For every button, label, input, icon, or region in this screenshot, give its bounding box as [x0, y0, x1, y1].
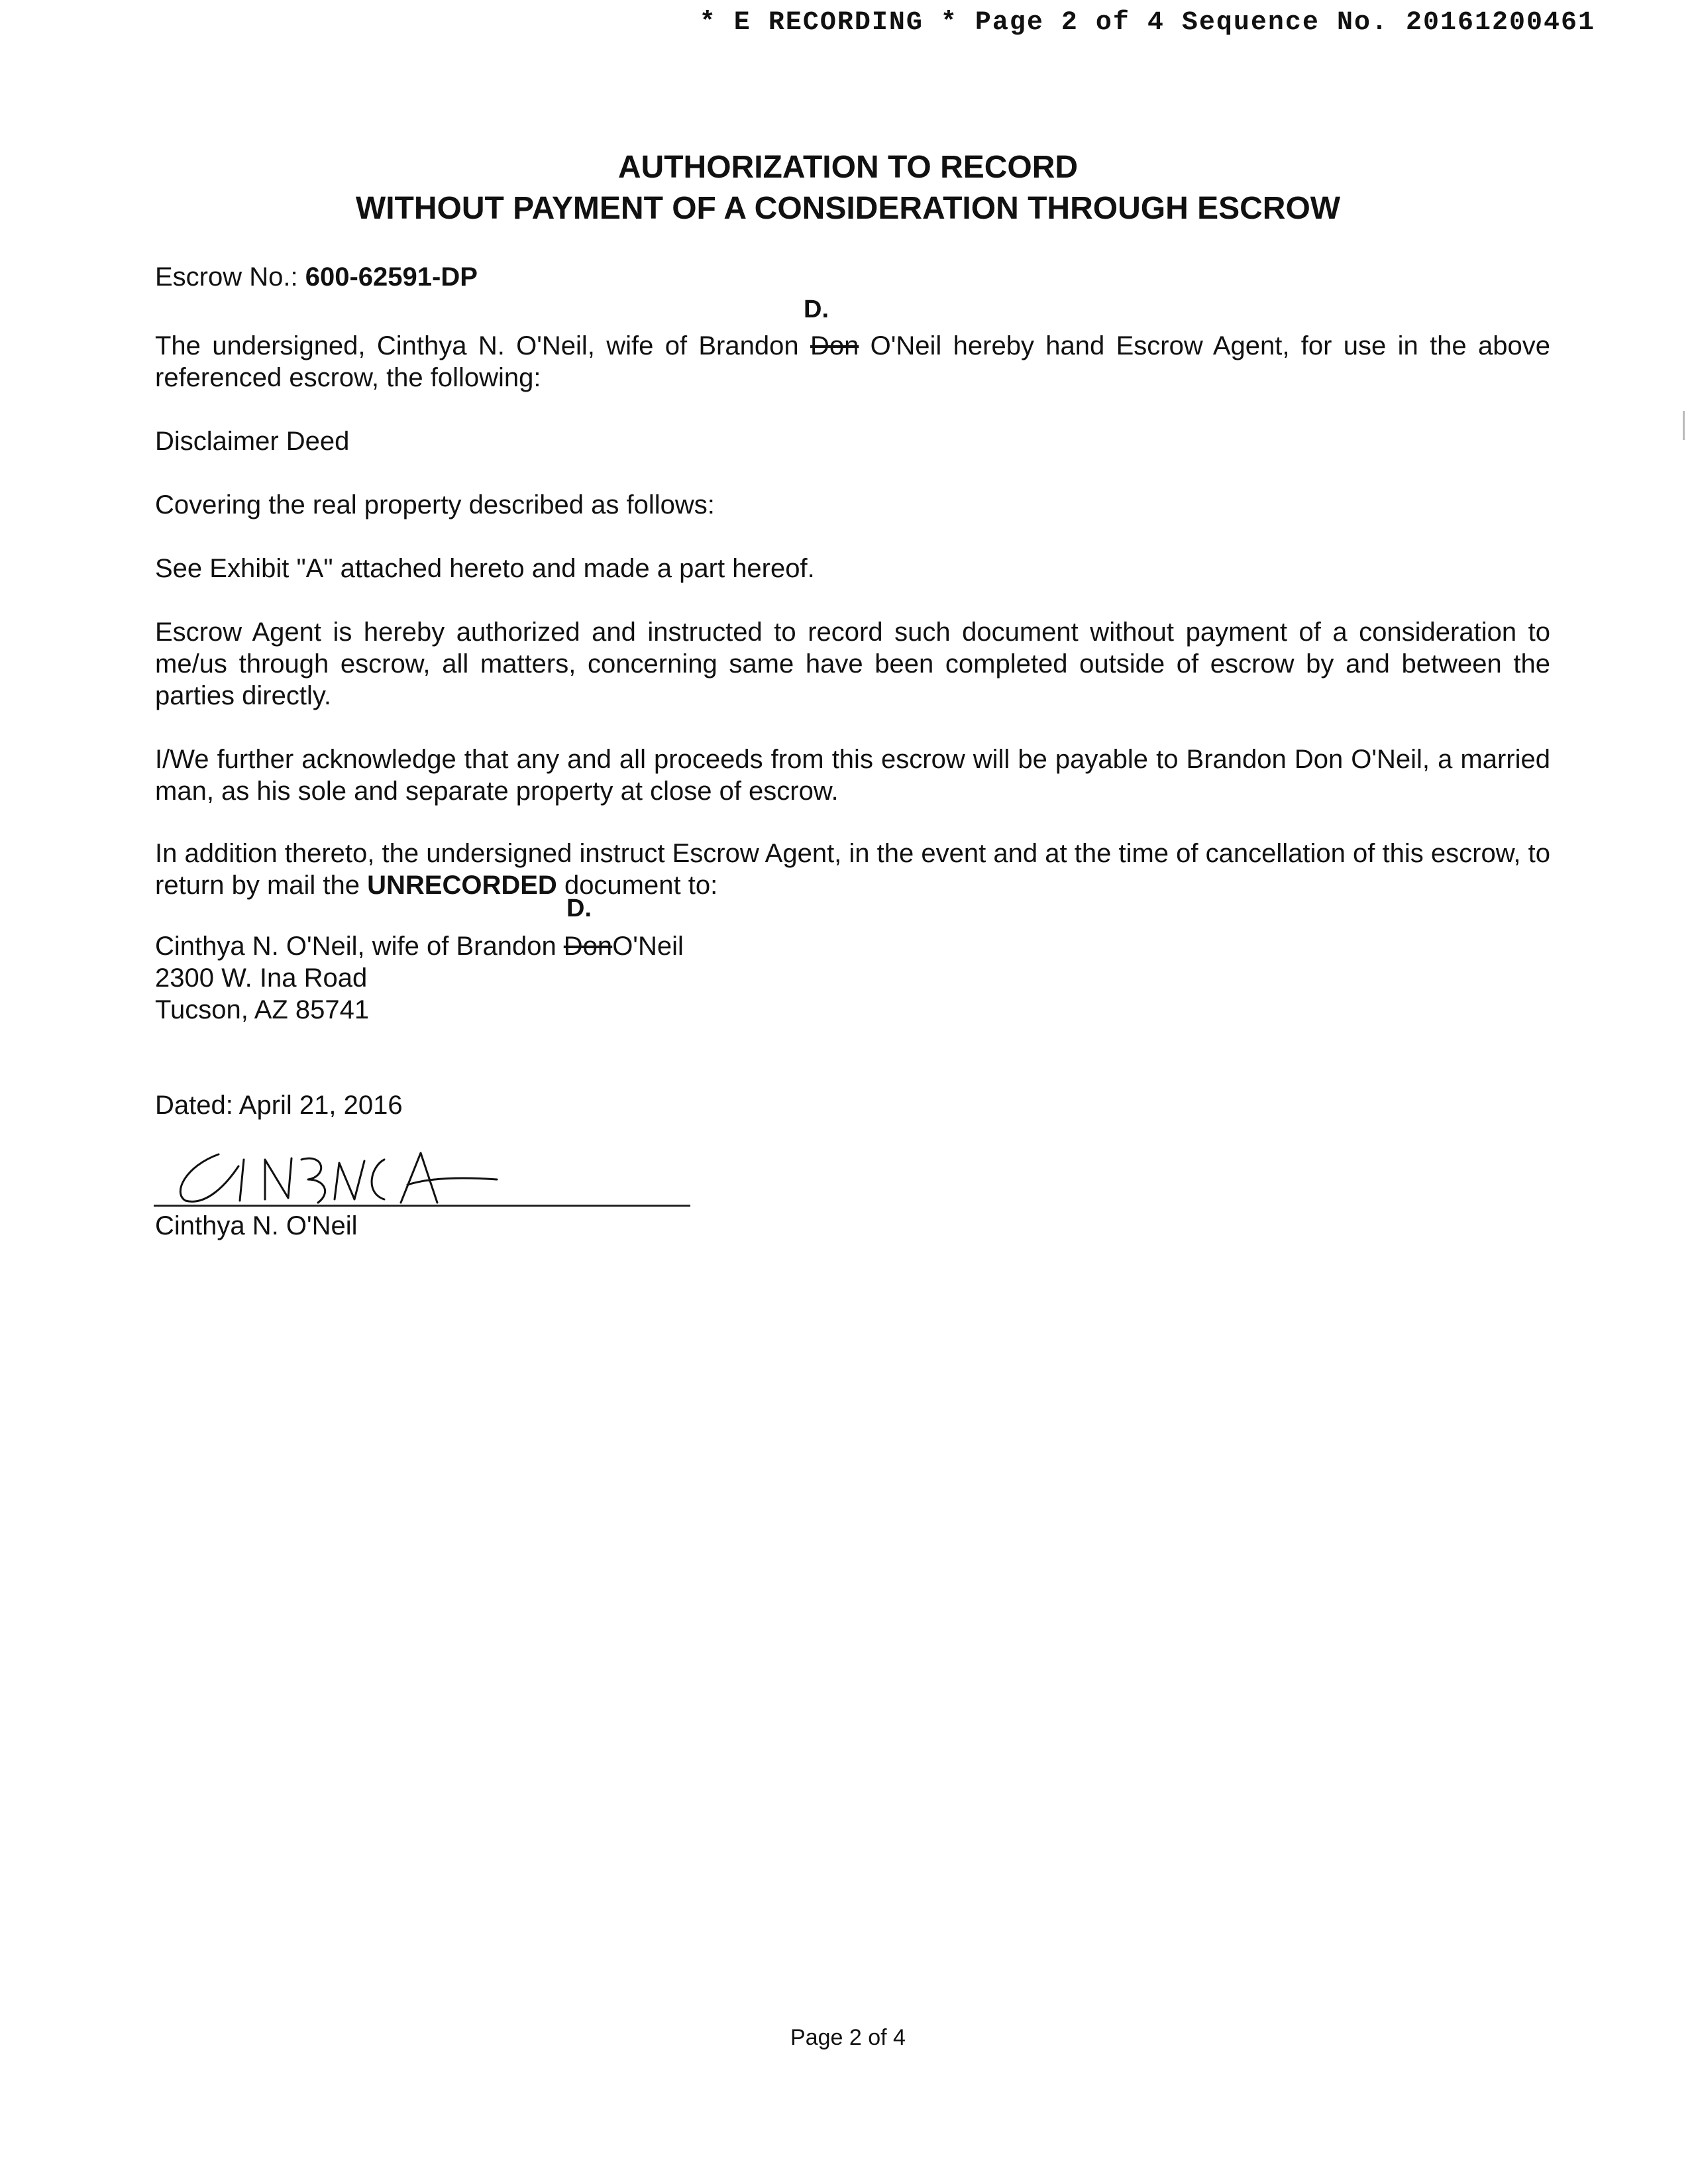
acknowledgement-paragraph: I/We further acknowledge that any and all proceeds from this escrow will be payable to Brandon Don O'Neil, a married man, as his sole and separate property at close of escrow.	[155, 745, 1550, 806]
signature-line	[154, 1205, 690, 1207]
intro-text-start: The undersigned, Cinthya N. O'Neil, wife of Brandon	[155, 331, 810, 360]
dated-value: April 21, 2016	[238, 1091, 403, 1120]
handwritten-initial-1: D.	[804, 296, 829, 323]
recording-header: * E RECORDING * Page 2 of 4 Sequence No. 20161200461	[699, 8, 1595, 38]
covering-text: Covering the real property described as follows:	[155, 490, 715, 519]
address-name-end: O'Neil	[612, 932, 684, 961]
intro-paragraph	[155, 330, 1550, 394]
document-type: Disclaimer Deed	[155, 427, 350, 456]
document-title	[0, 147, 1696, 229]
intro-text-end: O'Neil hereby hand Escrow Agent, for use in the above referenced escrow, the following:	[155, 331, 1550, 392]
scan-edge-mark	[1683, 411, 1685, 440]
address-struck-name: Don	[563, 932, 613, 961]
exhibit-reference: See Exhibit "A" attached hereto and made a part hereof.	[155, 554, 815, 583]
dated-line	[155, 1089, 1550, 1121]
authorization-paragraph: Escrow Agent is hereby authorized and instructed to record such document without payment of a consideration to me/us through escrow, all matters, concerning same have been completed outside of escrow by and between the parties directly.	[155, 618, 1550, 710]
cancellation-paragraph	[155, 838, 1550, 901]
escrow-number-line	[155, 261, 1550, 293]
dated-label: Dated:	[155, 1091, 233, 1120]
handwritten-initial-2: D.	[566, 895, 592, 922]
signer-name: Cinthya N. O'Neil	[155, 1211, 358, 1240]
address-name	[155, 930, 1550, 962]
page-footer: Page 2 of 4	[790, 2025, 906, 2050]
escrow-number: 600-62591-DP	[305, 262, 478, 292]
struck-name: Don	[810, 331, 859, 360]
unrecorded-emphasis: UNRECORDED	[367, 871, 557, 900]
address-city: Tucson, AZ 85741	[155, 995, 370, 1024]
cancellation-text-start: In addition thereto, the undersigned instruct Escrow Agent, in the event and at the time of cancellation of this escrow, to return by mail the	[155, 839, 1550, 900]
escrow-label: Escrow No.:	[155, 262, 298, 292]
address-name-start: Cinthya N. O'Neil, wife of Brandon	[155, 932, 564, 961]
return-address	[155, 930, 1550, 1026]
title-line-1: AUTHORIZATION TO RECORD	[617, 150, 1079, 185]
handwritten-signature	[166, 1140, 523, 1213]
address-street: 2300 W. Ina Road	[155, 963, 368, 993]
cancellation-text-end: document to:	[556, 871, 718, 900]
title-line-2: WITHOUT PAYMENT OF A CONSIDERATION THROUGH ESCROW	[355, 191, 1341, 226]
